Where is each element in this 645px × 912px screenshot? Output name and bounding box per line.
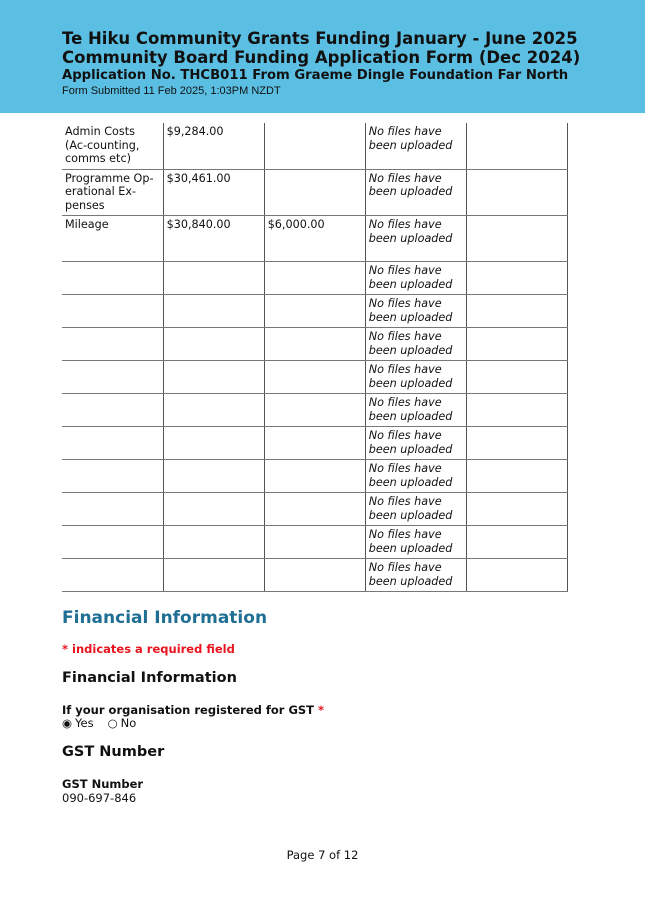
total-cost-cell <box>163 493 264 526</box>
table-row <box>62 123 568 169</box>
supporting-files-cell: No files have been uploaded <box>365 493 466 526</box>
amount-requested-cell <box>264 427 365 460</box>
gst-number-label: GST Number <box>62 777 144 791</box>
table-row <box>62 328 568 361</box>
total-cost-cell <box>163 460 264 493</box>
supporting-files-cell: No files have been uploaded <box>365 460 466 493</box>
amount-requested-cell <box>264 262 365 295</box>
cost-item-cell <box>62 460 163 493</box>
amount-requested-cell <box>264 559 365 592</box>
supporting-files-cell: No files have been uploaded <box>365 361 466 394</box>
notes-cell <box>466 427 567 460</box>
supporting-files-cell: No files have been uploaded <box>365 169 466 216</box>
supporting-files-cell: No files have been uploaded <box>365 328 466 361</box>
cost-item-cell <box>62 394 163 427</box>
gst-registered-question-text: If your organisation registered for GST <box>62 703 315 717</box>
supporting-files-cell: No files have been uploaded <box>365 295 466 328</box>
radio-no-label: No <box>120 716 137 730</box>
costs-table <box>62 123 568 592</box>
notes-cell <box>466 262 567 295</box>
cost-item-cell <box>62 493 163 526</box>
amount-requested-cell <box>264 493 365 526</box>
supporting-files-cell: No files have been uploaded <box>365 216 466 262</box>
total-cost-cell <box>163 427 264 460</box>
notes-cell <box>466 526 567 559</box>
radio-no-icon[interactable]: ○ <box>107 716 118 730</box>
supporting-files-cell: No files have been uploaded <box>365 559 466 592</box>
notes-cell <box>466 123 567 169</box>
notes-cell <box>466 559 567 592</box>
total-cost-cell: $9,284.00 <box>163 123 264 169</box>
table-row <box>62 460 568 493</box>
table-row <box>62 262 568 295</box>
table-row <box>62 361 568 394</box>
required-field-note: * indicates a required field <box>62 642 235 656</box>
table-row <box>62 295 568 328</box>
page-header <box>0 0 645 113</box>
cost-item-cell <box>62 295 163 328</box>
amount-requested-cell <box>264 361 365 394</box>
table-row <box>62 493 568 526</box>
notes-cell <box>466 361 567 394</box>
total-cost-cell <box>163 394 264 427</box>
gst-number-value: 090-697-846 <box>62 791 137 805</box>
supporting-files-cell: No files have been uploaded <box>365 262 466 295</box>
total-cost-cell <box>163 295 264 328</box>
notes-cell <box>466 216 567 262</box>
table-row <box>62 394 568 427</box>
table-row <box>62 427 568 460</box>
table-row <box>62 216 568 262</box>
section-title-gst-number: GST Number <box>62 744 165 760</box>
total-cost-cell <box>163 526 264 559</box>
cost-item-cell <box>62 262 163 295</box>
cost-item-cell <box>62 559 163 592</box>
form-title-line1: Te Hiku Community Grants Funding January - June 2025 <box>62 29 578 48</box>
radio-yes-icon[interactable]: ◉ <box>62 716 73 730</box>
amount-requested-cell <box>264 394 365 427</box>
cost-item-cell <box>62 361 163 394</box>
radio-yes-label: Yes <box>75 716 94 730</box>
section-title-financial-information: Financial Information <box>62 608 268 628</box>
amount-requested-cell <box>264 295 365 328</box>
total-cost-cell <box>163 559 264 592</box>
notes-cell <box>466 493 567 526</box>
form-title-line2: Community Board Funding Application Form (Dec 2024) <box>62 48 581 67</box>
amount-requested-cell <box>264 123 365 169</box>
total-cost-cell <box>163 361 264 394</box>
amount-requested-cell <box>264 526 365 559</box>
notes-cell <box>466 394 567 427</box>
total-cost-cell <box>163 262 264 295</box>
amount-requested-cell <box>264 460 365 493</box>
page-number: Page 7 of 12 <box>286 848 359 862</box>
total-cost-cell: $30,461.00 <box>163 169 264 216</box>
total-cost-cell <box>163 328 264 361</box>
amount-requested-cell <box>264 328 365 361</box>
amount-requested-cell: $6,000.00 <box>264 216 365 262</box>
submission-timestamp: Form Submitted 11 Feb 2025, 1:03PM NZDT <box>62 85 281 97</box>
cost-item-cell <box>62 526 163 559</box>
notes-cell <box>466 328 567 361</box>
gst-registered-question <box>62 703 324 717</box>
application-number: Application No. THCB011 From Graeme Dingle Foundation Far North <box>62 68 569 83</box>
cost-item-cell: Admin Costs (Ac-counting, comms etc) <box>62 123 163 169</box>
supporting-files-cell: No files have been uploaded <box>365 123 466 169</box>
supporting-files-cell: No files have been uploaded <box>365 427 466 460</box>
cost-item-cell: Mileage <box>62 216 163 262</box>
cost-item-cell: Programme Op-erational Ex-penses <box>62 169 163 216</box>
table-row <box>62 559 568 592</box>
table-row <box>62 526 568 559</box>
amount-requested-cell <box>264 169 365 216</box>
subsection-title-financial-information: Financial Information <box>62 670 237 686</box>
notes-cell <box>466 295 567 328</box>
cost-item-cell <box>62 328 163 361</box>
table-row <box>62 169 568 216</box>
gst-radio-group <box>62 716 139 730</box>
supporting-files-cell: No files have been uploaded <box>365 394 466 427</box>
supporting-files-cell: No files have been uploaded <box>365 526 466 559</box>
required-asterisk: * <box>318 703 325 717</box>
notes-cell <box>466 460 567 493</box>
notes-cell <box>466 169 567 216</box>
cost-item-cell <box>62 427 163 460</box>
costs-table-body <box>62 123 568 592</box>
total-cost-cell: $30,840.00 <box>163 216 264 262</box>
